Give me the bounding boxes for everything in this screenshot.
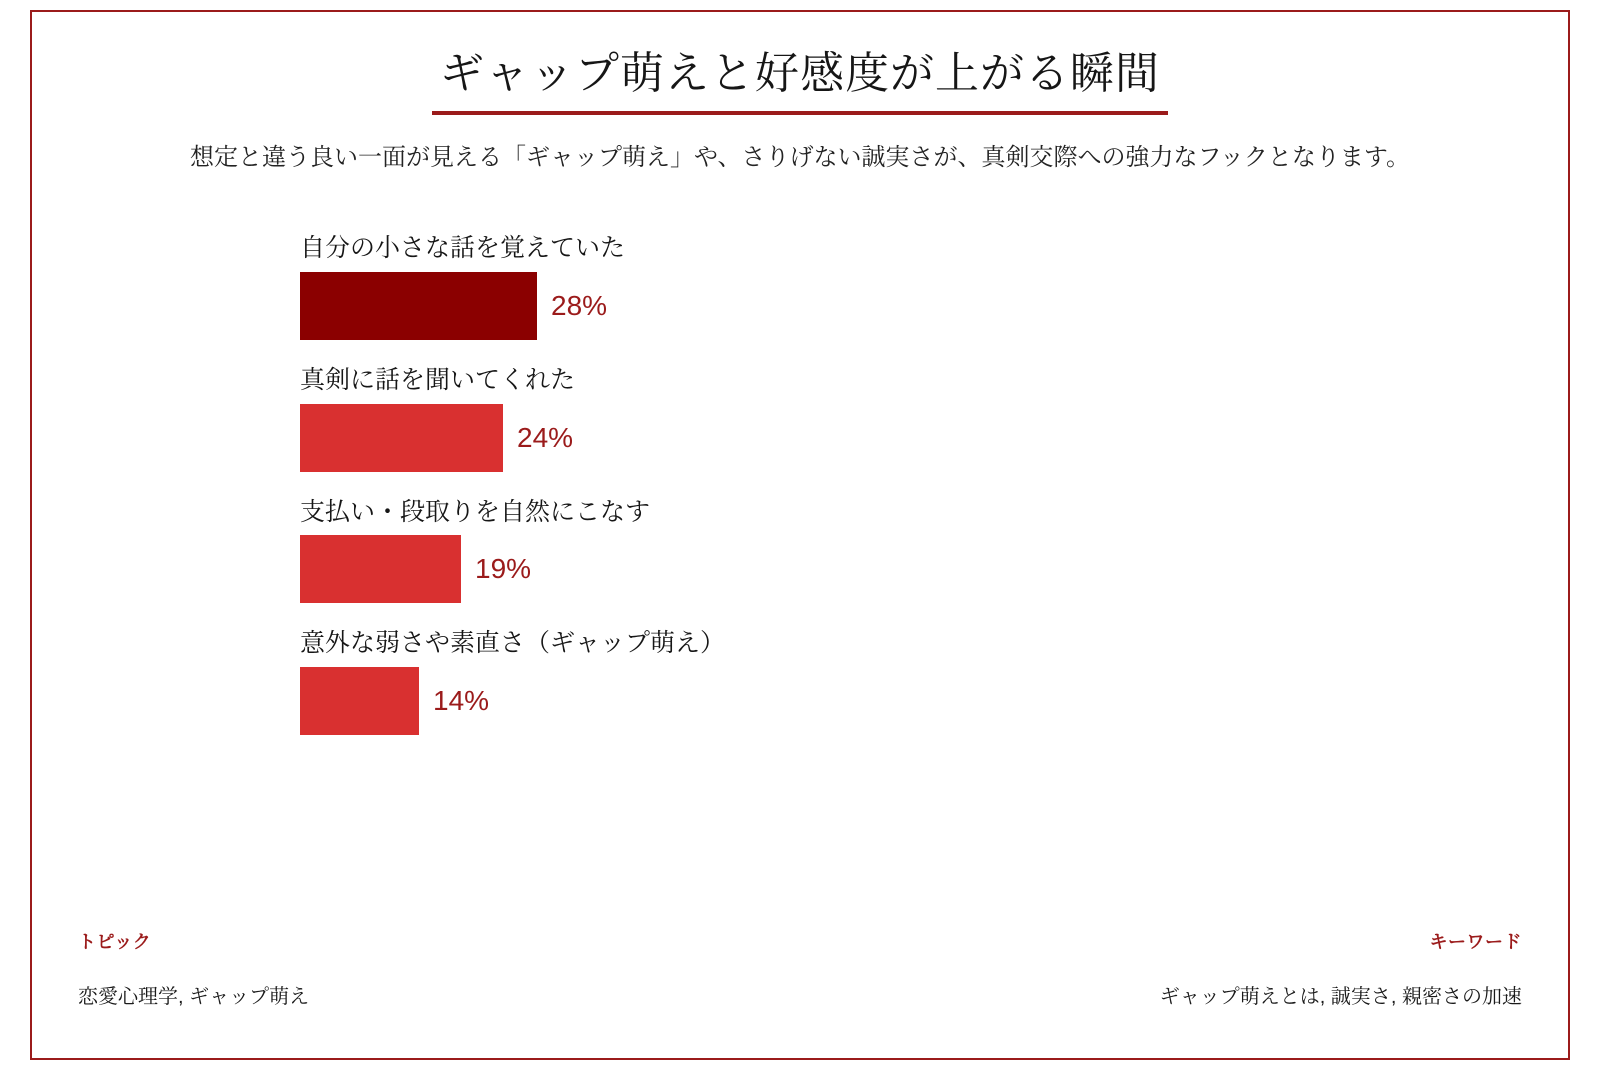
bar-line: [300, 272, 1480, 340]
bar-line: [300, 667, 1480, 735]
bar-chart: [300, 232, 1480, 759]
bar-value-label: 14%: [433, 685, 490, 716]
page-title-container: [0, 46, 1600, 115]
footer-keyword-text: ギャップ萌えとは, 誠実さ, 親密さの加速: [1159, 986, 1522, 1008]
bar-fill: [300, 667, 419, 735]
bar-row: [300, 364, 1480, 472]
bar-fill: [300, 535, 461, 603]
bar-line: [300, 404, 1480, 472]
footer-topic-text: 恋愛心理学, ギャップ萌え: [78, 986, 310, 1008]
footer-topic-heading: トピック: [78, 932, 152, 952]
bar-fill: [300, 404, 503, 472]
bar-value-label: 28%: [551, 289, 608, 321]
bar-value-label: 24%: [517, 421, 574, 453]
footer-topic: [78, 928, 309, 1009]
footer-keyword-heading: キーワード: [1429, 932, 1522, 952]
bar-category-label: 支払い・段取りを自然にこなす: [300, 497, 651, 526]
bar-row: [300, 232, 1480, 340]
bar-row: [300, 496, 1480, 604]
page-title: ギャップ萌えと好感度が上がる瞬間: [432, 46, 1168, 115]
subtitle-text: 想定と違う良い一面が見える「ギャップ萌え」や、さりげない誠実さが、真剣交際への強力なフックとなります。: [190, 144, 1410, 171]
bar-value-label: 19%: [475, 553, 532, 585]
bar-category-label: 意外な弱さや素直さ（ギャップ萌え）: [300, 629, 726, 658]
slide-footer: [78, 928, 1522, 1018]
footer-keyword: [1160, 928, 1522, 1009]
bar-line: [300, 535, 1480, 603]
bar-row: [300, 627, 1480, 735]
bar-fill: [300, 272, 537, 340]
bar-category-label: 自分の小さな話を覚えていた: [300, 234, 626, 262]
bar-category-label: 真剣に話を聞いてくれた: [300, 365, 576, 394]
